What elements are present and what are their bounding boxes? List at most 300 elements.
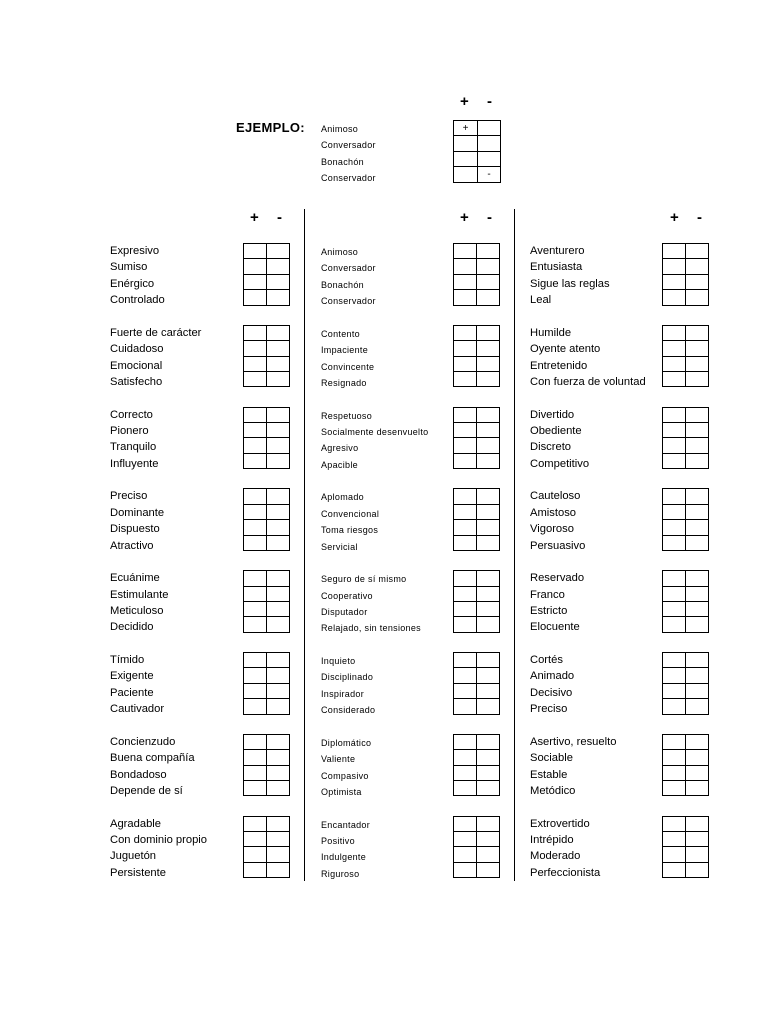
trait-grid-row: [454, 407, 500, 422]
trait-grid-row: [454, 422, 500, 437]
trait-word: Tímido: [110, 654, 145, 666]
plus-checkbox-cell[interactable]: [244, 244, 267, 259]
plus-checkbox-cell[interactable]: [244, 862, 267, 877]
plus-checkbox-cell[interactable]: [454, 422, 477, 437]
trait-word: Entusiasta: [530, 261, 583, 274]
plus-checkbox-cell[interactable]: [244, 668, 267, 683]
trait-grid-row: [454, 734, 500, 749]
trait-checkbox-grid: [243, 652, 290, 715]
plus-checkbox-cell[interactable]: [454, 290, 477, 305]
trait-grid-row: [663, 699, 709, 714]
trait-word: Convincente: [321, 361, 375, 372]
plus-checkbox-cell[interactable]: [244, 750, 267, 765]
plus-checkbox-cell[interactable]: [244, 438, 267, 453]
minus-checkbox-cell[interactable]: [267, 571, 290, 586]
plus-checkbox-cell[interactable]: [663, 586, 686, 601]
trait-grid-row: [663, 504, 709, 519]
plus-checkbox-cell[interactable]: [454, 816, 477, 831]
plus-checkbox-cell[interactable]: [454, 586, 477, 601]
minus-checkbox-cell[interactable]: [477, 831, 500, 846]
minus-checkbox-cell[interactable]: [477, 601, 500, 616]
minus-checkbox-cell[interactable]: [477, 371, 500, 386]
minus-checkbox-cell[interactable]: [686, 617, 709, 632]
minus-checkbox-cell[interactable]: [267, 586, 290, 601]
trait-grid-row: [663, 571, 709, 586]
trait-grid-row: [454, 504, 500, 519]
minus-checkbox-cell[interactable]: [477, 586, 500, 601]
plus-checkbox-cell[interactable]: [663, 816, 686, 831]
minus-checkbox-cell[interactable]: [477, 489, 500, 504]
minus-checkbox-cell[interactable]: [267, 750, 290, 765]
minus-checkbox-cell[interactable]: [686, 453, 709, 468]
trait-word: Paciente: [110, 686, 154, 699]
trait-grid-row: [663, 831, 709, 846]
trait-grid-row: [454, 653, 500, 668]
plus-checkbox-cell[interactable]: [244, 422, 267, 437]
trait-word: Exigente: [110, 670, 154, 683]
plus-checkbox-cell[interactable]: [663, 653, 686, 668]
minus-checkbox-cell[interactable]: [686, 504, 709, 519]
trait-word: Expresivo: [110, 245, 160, 257]
plus-checkbox-cell[interactable]: [663, 520, 686, 535]
plus-checkbox-cell[interactable]: [663, 780, 686, 795]
minus-checkbox-cell[interactable]: [686, 847, 709, 862]
trait-checkbox-grid: [243, 816, 290, 879]
trait-grid-row: [244, 341, 290, 356]
trait-word: Cortés: [530, 654, 563, 666]
minus-checkbox-cell[interactable]: [686, 734, 709, 749]
trait-grid-row: [454, 683, 500, 698]
plus-checkbox-cell[interactable]: [244, 847, 267, 862]
trait-grid-row: [244, 586, 290, 601]
plus-checkbox-cell[interactable]: [454, 438, 477, 453]
minus-checkbox-cell[interactable]: [267, 371, 290, 386]
trait-word: Valiente: [321, 754, 356, 765]
plus-checkbox-cell[interactable]: [244, 259, 267, 274]
minus-checkbox-cell[interactable]: [267, 520, 290, 535]
trait-word: Sumiso: [110, 261, 148, 274]
minus-checkbox-cell[interactable]: [686, 765, 709, 780]
plus-checkbox-cell[interactable]: [454, 325, 477, 340]
minus-checkbox-cell[interactable]: [267, 356, 290, 371]
trait-word: Franco: [530, 588, 565, 601]
minus-checkbox-cell[interactable]: [267, 259, 290, 274]
trait-word: Metódico: [530, 785, 576, 797]
trait-grid-row: [454, 371, 500, 386]
plus-checkbox-cell[interactable]: [454, 765, 477, 780]
plus-checkbox-cell[interactable]: [663, 504, 686, 519]
trait-grid-row: [244, 438, 290, 453]
plus-checkbox-cell[interactable]: [454, 780, 477, 795]
trait-grid-row: [244, 504, 290, 519]
minus-checkbox-cell[interactable]: [686, 371, 709, 386]
plus-checkbox-cell[interactable]: [663, 750, 686, 765]
minus-checkbox-cell[interactable]: [267, 847, 290, 862]
trait-grid-row: [663, 489, 709, 504]
plus-checkbox-cell[interactable]: [244, 290, 267, 305]
minus-checkbox-cell[interactable]: [477, 862, 500, 877]
plus-checkbox-cell[interactable]: [454, 571, 477, 586]
plus-checkbox-cell[interactable]: [663, 489, 686, 504]
trait-word: Vigoroso: [530, 523, 574, 536]
trait-grid-row: [454, 765, 500, 780]
minus-checkbox-cell[interactable]: [686, 780, 709, 795]
minus-checkbox-cell[interactable]: [267, 816, 290, 831]
plus-checkbox-cell[interactable]: [244, 504, 267, 519]
plus-checkbox-cell[interactable]: [663, 683, 686, 698]
plus-checkbox-cell[interactable]: [244, 453, 267, 468]
plus-checkbox-cell[interactable]: [663, 453, 686, 468]
minus-checkbox-cell[interactable]: [686, 407, 709, 422]
trait-grid-row: [244, 699, 290, 714]
trait-grid-row: [663, 780, 709, 795]
trait-word: Oyente atento: [530, 343, 601, 356]
minus-checkbox-cell[interactable]: [686, 341, 709, 356]
plus-checkbox-cell[interactable]: [454, 734, 477, 749]
trait-word: Competitivo: [530, 457, 590, 470]
minus-checkbox-cell[interactable]: [267, 438, 290, 453]
plus-checkbox-cell[interactable]: [663, 668, 686, 683]
trait-word: Agresivo: [321, 443, 359, 454]
plus-checkbox-cell[interactable]: [454, 453, 477, 468]
minus-checkbox-cell[interactable]: [267, 653, 290, 668]
trait-word: Disciplinado: [321, 672, 374, 683]
minus-checkbox-cell[interactable]: [686, 244, 709, 259]
trait-word: Convencional: [321, 508, 380, 519]
trait-grid-row: [663, 862, 709, 877]
plus-checkbox-cell[interactable]: [663, 847, 686, 862]
plus-checkbox-cell[interactable]: [454, 259, 477, 274]
plus-checkbox-cell[interactable]: [454, 504, 477, 519]
trait-grid-row: [454, 617, 500, 632]
trait-word: Asertivo, resuelto: [530, 735, 617, 748]
plus-checkbox-cell[interactable]: [454, 244, 477, 259]
plus-checkbox-cell[interactable]: [454, 617, 477, 632]
minus-checkbox-cell[interactable]: [477, 422, 500, 437]
plus-checkbox-cell[interactable]: [663, 341, 686, 356]
trait-checkbox-grid: [662, 570, 709, 633]
plus-checkbox-cell[interactable]: [454, 862, 477, 877]
minus-checkbox-cell[interactable]: [477, 244, 500, 259]
minus-checkbox-cell[interactable]: [477, 438, 500, 453]
minus-checkbox-cell[interactable]: [267, 862, 290, 877]
minus-checkbox-cell[interactable]: [477, 290, 500, 305]
minus-checkbox-cell[interactable]: [686, 571, 709, 586]
plus-checkbox-cell[interactable]: [454, 847, 477, 862]
trait-word: Sociable: [530, 752, 573, 765]
trait-word: Atractivo: [110, 539, 154, 552]
minus-checkbox-cell[interactable]: [267, 341, 290, 356]
plus-checkbox-cell[interactable]: [663, 862, 686, 877]
minus-checkbox-cell[interactable]: [477, 780, 500, 795]
minus-checkbox-cell[interactable]: [267, 535, 290, 550]
example-word: Conversador: [321, 140, 376, 151]
trait-word: Entretenido: [530, 359, 588, 372]
plus-checkbox-cell[interactable]: [454, 683, 477, 698]
minus-checkbox-cell[interactable]: [267, 422, 290, 437]
plus-checkbox-cell[interactable]: [454, 356, 477, 371]
minus-checkbox-cell[interactable]: [267, 699, 290, 714]
plus-checkbox-cell[interactable]: [454, 341, 477, 356]
minus-checkbox-cell[interactable]: [477, 668, 500, 683]
plus-checkbox-cell[interactable]: [663, 407, 686, 422]
minus-checkbox-cell[interactable]: [686, 831, 709, 846]
minus-checkbox-cell[interactable]: [686, 520, 709, 535]
trait-checkbox-grid: [662, 488, 709, 551]
minus-checkbox-cell[interactable]: [477, 504, 500, 519]
trait-word: Con dominio propio: [110, 834, 208, 846]
minus-checkbox-cell[interactable]: [686, 259, 709, 274]
minus-checkbox-cell[interactable]: [477, 453, 500, 468]
plus-checkbox-cell[interactable]: [663, 438, 686, 453]
minus-checkbox-cell[interactable]: [477, 535, 500, 550]
trait-grid-row: [244, 407, 290, 422]
minus-checkbox-cell[interactable]: [686, 668, 709, 683]
trait-checkbox-grid: [662, 734, 709, 797]
minus-checkbox-cell[interactable]: [477, 847, 500, 862]
trait-word: Extrovertido: [530, 817, 590, 830]
minus-checkbox-cell[interactable]: [267, 683, 290, 698]
plus-checkbox-cell[interactable]: [663, 699, 686, 714]
trait-word: Decisivo: [530, 686, 573, 699]
plus-checkbox-cell[interactable]: [244, 341, 267, 356]
minus-checkbox-cell[interactable]: [686, 290, 709, 305]
trait-word: Cauteloso: [530, 490, 581, 503]
trait-grid-row: [663, 520, 709, 535]
trait-grid-row: [454, 535, 500, 550]
trait-grid-row: [663, 371, 709, 386]
minus-checkbox-cell[interactable]: [267, 780, 290, 795]
trait-checkbox-grid: [243, 407, 290, 470]
plus-checkbox-cell[interactable]: [663, 244, 686, 259]
plus-checkbox-cell[interactable]: [244, 489, 267, 504]
example-minus-cell: [478, 136, 501, 151]
minus-checkbox-cell[interactable]: [477, 617, 500, 632]
minus-checkbox-cell[interactable]: [686, 422, 709, 437]
trait-word: Relajado, sin tensiones: [321, 623, 421, 634]
plus-checkbox-cell[interactable]: [454, 653, 477, 668]
trait-word: Fuerte de carácter: [110, 326, 202, 339]
trait-word: Aplomado: [321, 492, 364, 503]
plus-checkbox-cell[interactable]: [244, 407, 267, 422]
minus-checkbox-cell[interactable]: [686, 489, 709, 504]
trait-word: Inquieto: [321, 656, 356, 666]
minus-checkbox-cell[interactable]: [477, 341, 500, 356]
trait-checkbox-grid: [662, 652, 709, 715]
trait-word: Influyente: [110, 457, 159, 470]
plus-checkbox-cell[interactable]: [244, 535, 267, 550]
trait-word: Buena compañía: [110, 752, 195, 765]
minus-checkbox-cell[interactable]: [267, 489, 290, 504]
trait-grid-row: [663, 422, 709, 437]
minus-checkbox-cell[interactable]: [686, 653, 709, 668]
example-word: Conservador: [321, 172, 376, 183]
minus-checkbox-cell[interactable]: [477, 765, 500, 780]
trait-grid-row: [454, 816, 500, 831]
plus-checkbox-cell[interactable]: [663, 371, 686, 386]
trait-word: Bonachón: [321, 279, 364, 290]
minus-checkbox-cell[interactable]: [267, 453, 290, 468]
plus-checkbox-cell[interactable]: [663, 325, 686, 340]
example-word: Animoso: [321, 124, 359, 134]
plus-checkbox-cell[interactable]: [663, 734, 686, 749]
minus-checkbox-cell[interactable]: [686, 816, 709, 831]
plus-checkbox-cell[interactable]: [663, 356, 686, 371]
plus-checkbox-cell[interactable]: [454, 699, 477, 714]
minus-checkbox-cell[interactable]: [267, 617, 290, 632]
plus-checkbox-cell[interactable]: [454, 601, 477, 616]
trait-grid-row: [244, 535, 290, 550]
plus-checkbox-cell[interactable]: [244, 831, 267, 846]
trait-grid-row: [244, 617, 290, 632]
plus-checkbox-cell[interactable]: [244, 325, 267, 340]
minus-checkbox-cell[interactable]: [686, 274, 709, 289]
plus-checkbox-cell[interactable]: [244, 780, 267, 795]
plus-checkbox-cell[interactable]: [663, 571, 686, 586]
trait-word: Estable: [530, 768, 568, 781]
minus-checkbox-cell[interactable]: [267, 325, 290, 340]
plus-checkbox-cell[interactable]: [663, 831, 686, 846]
minus-checkbox-cell[interactable]: [267, 290, 290, 305]
plus-checkbox-cell[interactable]: [663, 290, 686, 305]
plus-checkbox-cell[interactable]: [454, 371, 477, 386]
plus-checkbox-cell[interactable]: [244, 586, 267, 601]
trait-word: Persuasivo: [530, 539, 586, 552]
trait-word: Estimulante: [110, 588, 169, 601]
minus-label: -: [487, 93, 492, 110]
minus-checkbox-cell[interactable]: [267, 831, 290, 846]
trait-grid-row: [663, 734, 709, 749]
plus-checkbox-cell[interactable]: [244, 601, 267, 616]
trait-grid-row: [244, 765, 290, 780]
minus-checkbox-cell[interactable]: [477, 274, 500, 289]
minus-checkbox-cell[interactable]: [477, 683, 500, 698]
trait-word: Considerado: [321, 705, 376, 716]
minus-checkbox-cell[interactable]: [686, 683, 709, 698]
plus-checkbox-cell[interactable]: [244, 816, 267, 831]
plus-checkbox-cell[interactable]: [663, 274, 686, 289]
trait-checkbox-grid: [453, 734, 500, 797]
plus-checkbox-cell[interactable]: [244, 653, 267, 668]
minus-checkbox-cell[interactable]: [477, 259, 500, 274]
minus-checkbox-cell[interactable]: [686, 699, 709, 714]
trait-word: Servicial: [321, 541, 358, 552]
minus-checkbox-cell[interactable]: [267, 244, 290, 259]
minus-label: -: [697, 209, 702, 226]
plus-checkbox-cell[interactable]: [454, 489, 477, 504]
plus-checkbox-cell[interactable]: [244, 356, 267, 371]
trait-word: Perfeccionista: [530, 866, 601, 879]
minus-checkbox-cell[interactable]: [477, 325, 500, 340]
plus-checkbox-cell[interactable]: [454, 520, 477, 535]
trait-word: Compasivo: [321, 770, 369, 781]
plus-checkbox-cell[interactable]: [454, 274, 477, 289]
plus-checkbox-cell[interactable]: [663, 617, 686, 632]
trait-grid-row: [454, 668, 500, 683]
minus-checkbox-cell[interactable]: [477, 571, 500, 586]
minus-checkbox-cell[interactable]: [477, 750, 500, 765]
example-plus-cell: [454, 151, 478, 166]
trait-word: Seguro de sí mismo: [321, 574, 407, 585]
minus-checkbox-cell[interactable]: [267, 504, 290, 519]
minus-checkbox-cell[interactable]: [267, 601, 290, 616]
minus-checkbox-cell[interactable]: [477, 653, 500, 668]
trait-grid-row: [244, 422, 290, 437]
trait-word: Cautivador: [110, 703, 165, 716]
plus-checkbox-cell[interactable]: [663, 535, 686, 550]
plus-label: +: [460, 93, 469, 110]
minus-checkbox-cell[interactable]: [267, 734, 290, 749]
trait-grid-row: [244, 290, 290, 305]
trait-grid-row: [244, 780, 290, 795]
minus-checkbox-cell[interactable]: [477, 407, 500, 422]
trait-word: Dominante: [110, 506, 165, 519]
minus-checkbox-cell[interactable]: [686, 862, 709, 877]
minus-checkbox-cell[interactable]: [686, 535, 709, 550]
minus-checkbox-cell[interactable]: [267, 407, 290, 422]
trait-grid-row: [454, 259, 500, 274]
plus-checkbox-cell[interactable]: [663, 765, 686, 780]
trait-checkbox-grid: [662, 816, 709, 879]
minus-checkbox-cell[interactable]: [267, 274, 290, 289]
plus-checkbox-cell[interactable]: [244, 617, 267, 632]
minus-checkbox-cell[interactable]: [686, 750, 709, 765]
plus-checkbox-cell[interactable]: [663, 259, 686, 274]
plus-checkbox-cell[interactable]: [454, 668, 477, 683]
trait-grid-row: [244, 489, 290, 504]
trait-word: Divertido: [530, 408, 575, 421]
minus-checkbox-cell[interactable]: [477, 699, 500, 714]
plus-checkbox-cell[interactable]: [244, 699, 267, 714]
trait-word: Bondadoso: [110, 768, 167, 781]
trait-grid-row: [454, 453, 500, 468]
plus-label: +: [670, 209, 679, 226]
minus-checkbox-cell[interactable]: [686, 325, 709, 340]
trait-word: Aventurero: [530, 245, 585, 257]
trait-checkbox-grid: [662, 325, 709, 388]
trait-grid-row: [663, 290, 709, 305]
minus-checkbox-cell[interactable]: [686, 438, 709, 453]
plus-checkbox-cell[interactable]: [244, 734, 267, 749]
trait-grid-row: [454, 356, 500, 371]
plus-checkbox-cell[interactable]: [454, 750, 477, 765]
plus-checkbox-cell[interactable]: [663, 422, 686, 437]
plus-checkbox-cell[interactable]: [244, 765, 267, 780]
plus-checkbox-cell[interactable]: [454, 831, 477, 846]
minus-checkbox-cell[interactable]: [477, 520, 500, 535]
plus-checkbox-cell[interactable]: [663, 601, 686, 616]
plus-checkbox-cell[interactable]: [244, 571, 267, 586]
minus-checkbox-cell[interactable]: [686, 586, 709, 601]
minus-checkbox-cell[interactable]: [686, 601, 709, 616]
trait-grid-row: [244, 259, 290, 274]
plus-checkbox-cell[interactable]: [454, 535, 477, 550]
minus-checkbox-cell[interactable]: [267, 765, 290, 780]
plus-checkbox-cell[interactable]: [244, 274, 267, 289]
minus-checkbox-cell[interactable]: [477, 356, 500, 371]
plus-checkbox-cell[interactable]: [244, 520, 267, 535]
minus-checkbox-cell[interactable]: [477, 734, 500, 749]
plus-checkbox-cell[interactable]: [244, 371, 267, 386]
plus-checkbox-cell[interactable]: [244, 683, 267, 698]
minus-checkbox-cell[interactable]: [267, 668, 290, 683]
plus-checkbox-cell[interactable]: [454, 407, 477, 422]
trait-word: Tranquilo: [110, 441, 157, 454]
trait-word: Ecuánime: [110, 572, 160, 585]
trait-grid-row: [454, 601, 500, 616]
minus-checkbox-cell[interactable]: [686, 356, 709, 371]
minus-checkbox-cell[interactable]: [477, 816, 500, 831]
